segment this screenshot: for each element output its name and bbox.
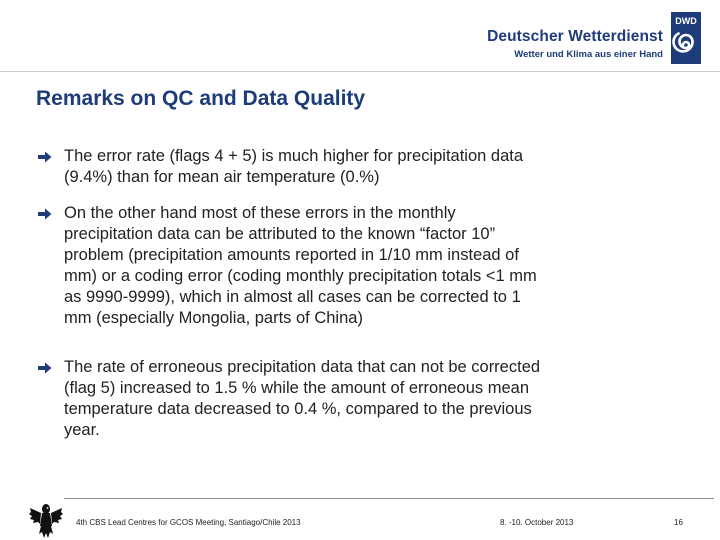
logo-abbrev: DWD xyxy=(675,16,697,26)
bullet-text: On the other hand most of these errors in the monthly precipitation data can be attributed to the known “factor 10” problem (precipitation amounts reported in 1/10 mm instead of mm) or a coding error (coding monthly precipitation totals <1 mm as 9990-9999), which in almost all cases can be corrected to 1 mm (especially Mongolia, parts of China) xyxy=(64,204,537,327)
org-name: Deutscher Wetterdienst xyxy=(487,28,663,45)
header-divider xyxy=(0,71,720,72)
arrow-right-icon xyxy=(38,362,52,374)
slide-title: Remarks on QC and Data Quality xyxy=(36,87,366,110)
footer-date: 8. -10. October 2013 xyxy=(500,518,574,527)
arrow-right-icon xyxy=(38,151,52,163)
dwd-logo-icon xyxy=(671,12,701,64)
footer-meeting: 4th CBS Lead Centres for GCOS Meeting, Santiago/Chile 2013 xyxy=(76,518,301,527)
bullet-text: The error rate (flags 4 + 5) is much higher for precipitation data (9.4%) than for mean air temperature (0.%) xyxy=(64,147,524,186)
bullet-text: The rate of erroneous precipitation data that can not be corrected (flag 5) increased to 1.5 % while the amount of erroneous mean temperature data decreased to 0.4 %, compared to the previous year. xyxy=(64,358,541,439)
footer-divider xyxy=(64,498,714,499)
org-tagline: Wetter und Klima aus einer Hand xyxy=(514,49,663,60)
federal-eagle-icon xyxy=(28,500,64,540)
page-number: 16 xyxy=(674,518,683,527)
arrow-right-icon xyxy=(38,208,52,220)
dwd-logo-text xyxy=(487,28,663,61)
